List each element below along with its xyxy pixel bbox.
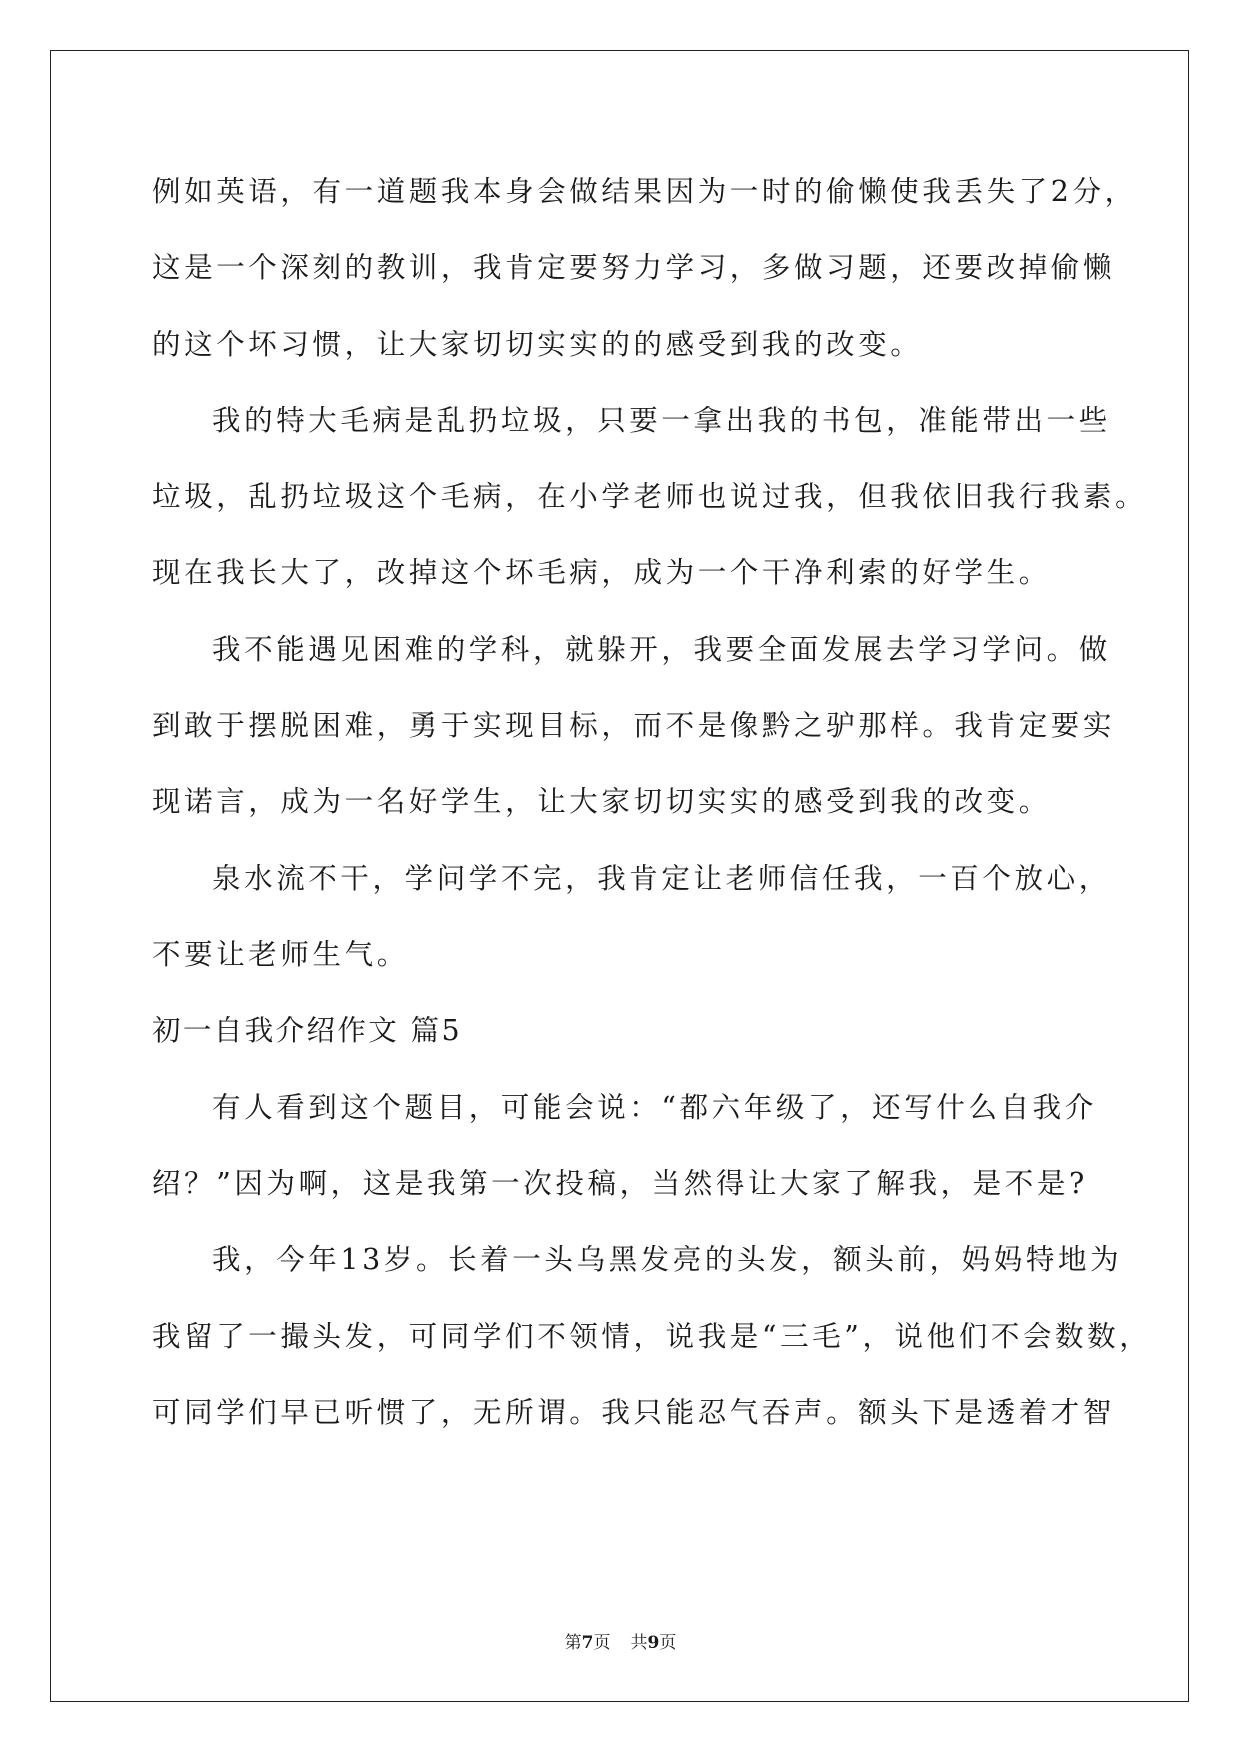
footer-page-total: 9 (647, 1633, 660, 1653)
footer-page-suffix: 页 (593, 1633, 611, 1653)
section-heading: 初一自我介绍作文 篇5 (152, 1014, 463, 1047)
text-line-2: 这是一个深刻的教训，我肯定要努力学习，多做习题，还要改掉偷懒 (152, 251, 1116, 284)
text-line-3: 的这个坏习惯，让大家切切实实的的感受到我的改变。 (152, 328, 923, 361)
text-line-10: 泉水流不干，学问学不完，我肯定让老师信任我，一百个放心， (212, 862, 1111, 895)
footer-total-prefix: 共 (630, 1633, 648, 1653)
text-line-1: 例如英语，有一道题我本身会做结果因为一时的偷懒使我丢失了2分， (152, 175, 1137, 208)
text-line-7: 我不能遇见困难的学科，就躲开，我要全面发展去学习学问。做 (212, 633, 1111, 666)
page-footer (0, 1632, 1241, 1654)
text-line-11: 不要让老师生气。 (152, 938, 409, 971)
text-line-15: 我留了一撮头发，可同学们不领情，说我是“三毛”，说他们不会数数， (152, 1320, 1152, 1353)
footer-page-current: 7 (581, 1633, 594, 1653)
text-line-4: 我的特大毛病是乱扔垃圾，只要一拿出我的书包，准能带出一些 (212, 404, 1111, 437)
footer-total-suffix: 页 (659, 1633, 677, 1653)
text-line-9: 现诺言，成为一名好学生，让大家切切实实的感受到我的改变。 (152, 785, 1051, 818)
text-line-12: 有人看到这个题目，可能会说：“都六年级了，还写什么自我介 (212, 1091, 1097, 1124)
text-line-16: 可同学们早已听惯了，无所谓。我只能忍气吞声。额头下是透着才智 (152, 1396, 1116, 1429)
text-line-14: 我，今年13岁。长着一头乌黑发亮的头发，额头前，妈妈特地为 (212, 1243, 1123, 1276)
text-line-6: 现在我长大了，改掉这个坏毛病，成为一个干净利索的好学生。 (152, 556, 1051, 589)
footer-page-prefix: 第 (564, 1633, 582, 1653)
text-line-13: 绍？”因为啊，这是我第一次投稿，当然得让大家了解我，是不是? (152, 1167, 1088, 1200)
text-line-8: 到敢于摆脱困难，勇于实现目标，而不是像黔之驴那样。我肯定要实 (152, 709, 1116, 742)
text-line-5: 垃圾，乱扔垃圾这个毛病，在小学老师也说过我，但我依旧我行我素。 (152, 480, 1148, 513)
